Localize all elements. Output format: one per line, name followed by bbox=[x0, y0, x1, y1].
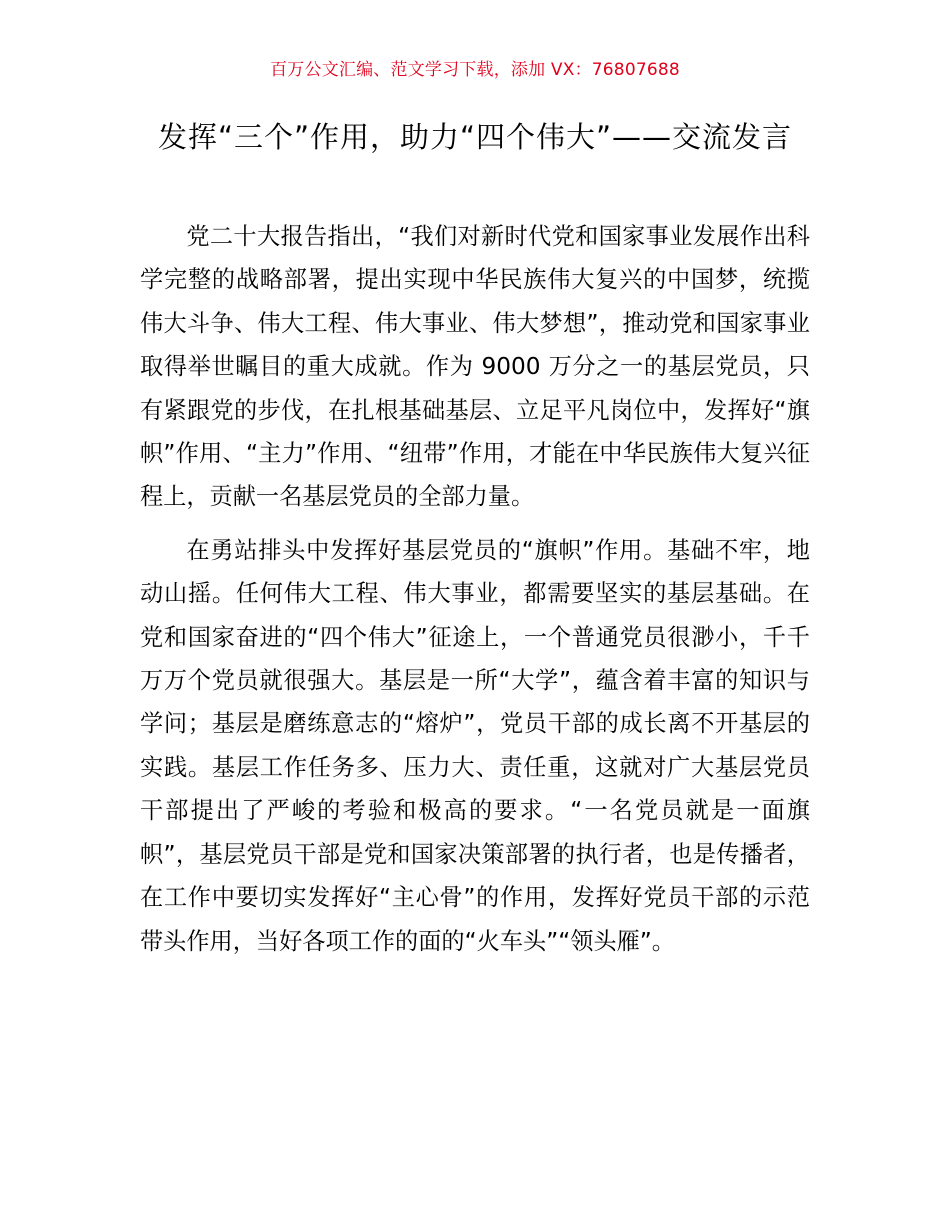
document-body bbox=[140, 215, 810, 963]
paragraph-2: 在勇站排头中发挥好基层党员的“旗帜”作用。基础不牢，地动山摇。任何伟大工程、伟大事业，都需要坚实的基层基础。在党和国家奋进的“四个伟大”征途上，一个普通党员很渺小，千千万万个党员就很强大。基层是一所“大学”，蕴含着丰富的知识与学问；基层是磨练意志的“熔炉”，党员干部的成长离不开基层的实践。基层工作任务多、压力大、责任重，这就对广大基层党员干部提出了严峻的考验和极高的要求。“一名党员就是一面旗帜”，基层党员干部是党和国家决策部署的执行者，也是传播者，在工作中要切实发挥好“主心骨”的作用，发挥好党员干部的示范带头作用，当好各项工作的面的“火车头”“领头雁”。 bbox=[140, 536, 810, 955]
header-notice: 百万公文汇编、范文学习下载，添加 VX：76807688 bbox=[270, 60, 680, 80]
document-title: 发挥“三个”作用，助力“四个伟大”——交流发言 bbox=[157, 120, 793, 154]
paragraph-1: 党二十大报告指出，“我们对新时代党和国家事业发展作出科学完整的战略部署，提出实现中华民族伟大复兴的中国梦，统揽伟大斗争、伟大工程、伟大事业、伟大梦想”，推动党和国家事业取得举世瞩目的重大成就。作为 9000 万分之一的基层党员，只有紧跟党的步伐，在扎根基础基层、立足平凡岗位中，发挥好“旗帜”作用、“主力”作用、“纽带”作用，才能在中华民族伟大复兴征程上，贡献一名基层党员的全部力量。 bbox=[140, 223, 810, 511]
